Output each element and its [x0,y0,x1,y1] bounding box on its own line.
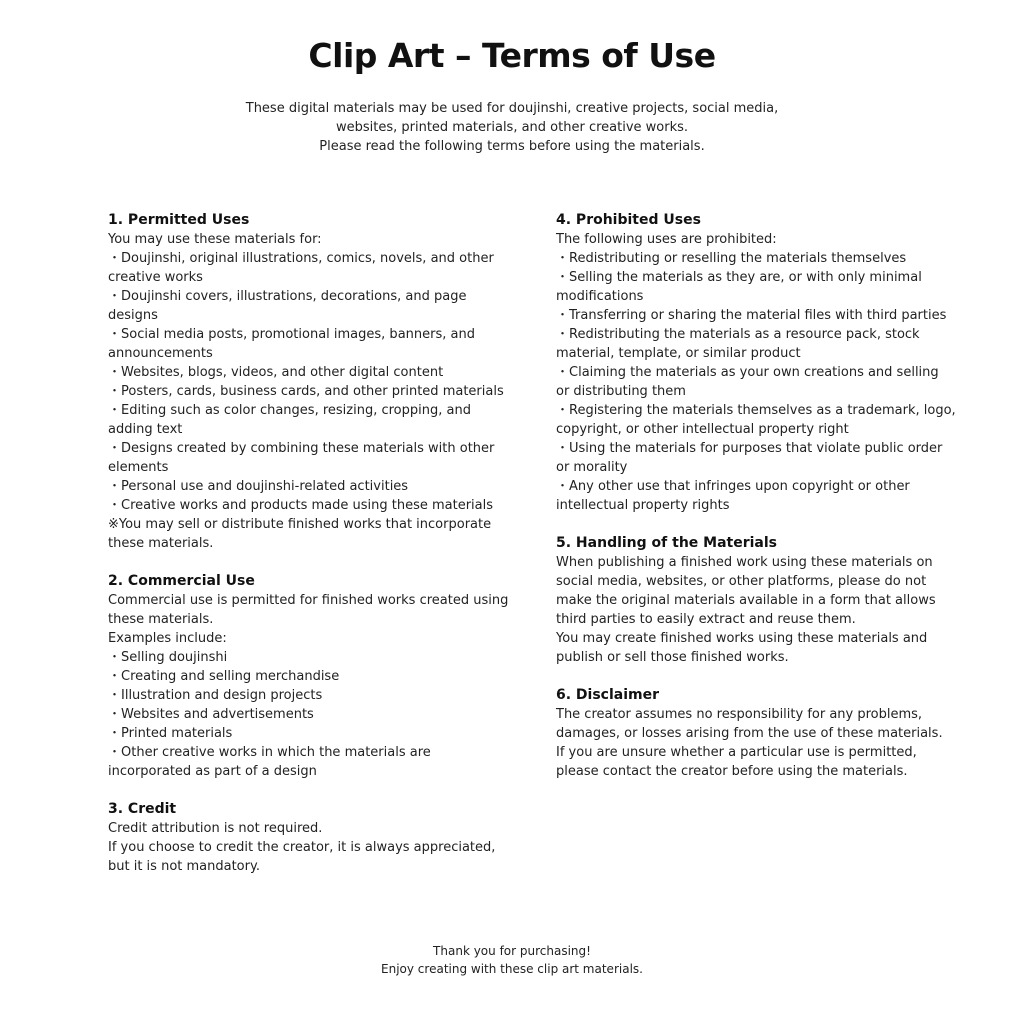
list-item: ・Selling doujinshi [108,650,228,665]
section-credit [108,800,518,876]
list-item: ・Editing such as color changes, resizing, cropping, and adding text [108,403,471,437]
list-item: ・Registering the materials themselves as a trademark, logo, copyright, or other intellectual property right [556,403,956,437]
list-item: ・Other creative works in which the materials are incorporated as part of a design [108,745,431,779]
list-item: ・Using the materials for purposes that violate public order or morality [556,441,943,475]
right-column [556,211,956,800]
page-title: Clip Art – Terms of Use [308,36,716,75]
list-item: ・Designs created by combining these materials with other elements [108,441,495,475]
footer-line: Enjoy creating with these clip art materials. [381,962,643,976]
section-line: The following uses are prohibited: [556,232,777,247]
list-item: ・Selling the materials as they are, or with only minimal modifications [556,270,922,304]
list-item: ・Illustration and design projects [108,688,323,703]
section-line: You may create finished works using these materials and publish or sell those finished works. [556,631,928,665]
section-line: If you are unsure whether a particular use is permitted, please contact the creator before using the materials. [556,745,917,779]
section-line: The creator assumes no responsibility for any problems, damages, or losses arising from the use of these materials. [556,707,943,741]
list-item: ・Posters, cards, business cards, and other printed materials [108,384,504,399]
list-item: ・Transferring or sharing the material files with third parties [556,308,947,323]
section-heading: 2. Commercial Use [108,573,255,589]
section-heading: 4. Prohibited Uses [556,212,701,228]
section-heading: 5. Handling of the Materials [556,535,778,551]
section-line: When publishing a finished work using these materials on social media, websites, or other platforms, please do not make the original materials available in a form that allows third parties to easily extract and reuse them. [556,555,936,627]
list-item: ・Doujinshi, original illustrations, comics, novels, and other creative works [108,251,494,285]
list-item: ・Creating and selling merchandise [108,669,340,684]
footer-line: Thank you for purchasing! [433,944,591,958]
note-line: ※You may sell or distribute finished works that incorporate these materials. [108,517,492,551]
section-prohibited-uses [556,211,956,515]
list-item: ・Social media posts, promotional images, banners, and announcements [108,327,475,361]
section-heading: 6. Disclaimer [556,687,660,703]
list-item: ・Any other use that infringes upon copyright or other intellectual property rights [556,479,910,513]
intro-line: These digital materials may be used for doujinshi, creative projects, social media, [245,101,779,116]
section-permitted-uses [108,211,518,553]
list-item: ・Redistributing or reselling the materials themselves [556,251,907,266]
list-item: ・Claiming the materials as your own creations and selling or distributing them [556,365,939,399]
section-handling [556,534,956,667]
list-item: ・Personal use and doujinshi-related activities [108,479,409,494]
section-line: If you choose to credit the creator, it is always appreciated, but it is not mandatory. [108,840,496,874]
section-line: You may use these materials for: [108,232,322,247]
list-item: ・Websites and advertisements [108,707,314,722]
list-item: ・Doujinshi covers, illustrations, decorations, and page designs [108,289,467,323]
list-item: ・Redistributing the materials as a resource pack, stock material, template, or similar product [556,327,920,361]
list-item: ・Printed materials [108,726,233,741]
section-line: Commercial use is permitted for finished works created using these materials. [108,593,509,627]
intro-line: Please read the following terms before using the materials. [319,139,705,154]
list-item: ・Creative works and products made using these materials [108,498,494,513]
left-column [108,211,518,895]
section-line: Credit attribution is not required. [108,821,323,836]
section-heading: 3. Credit [108,801,177,817]
section-heading: 1. Permitted Uses [108,212,250,228]
section-line: Examples include: [108,631,227,646]
footer-message [0,942,1024,978]
intro-text [0,99,1024,156]
intro-line: websites, printed materials, and other creative works. [335,120,689,135]
list-item: ・Websites, blogs, videos, and other digital content [108,365,444,380]
section-disclaimer [556,686,956,781]
section-commercial-use [108,572,518,781]
